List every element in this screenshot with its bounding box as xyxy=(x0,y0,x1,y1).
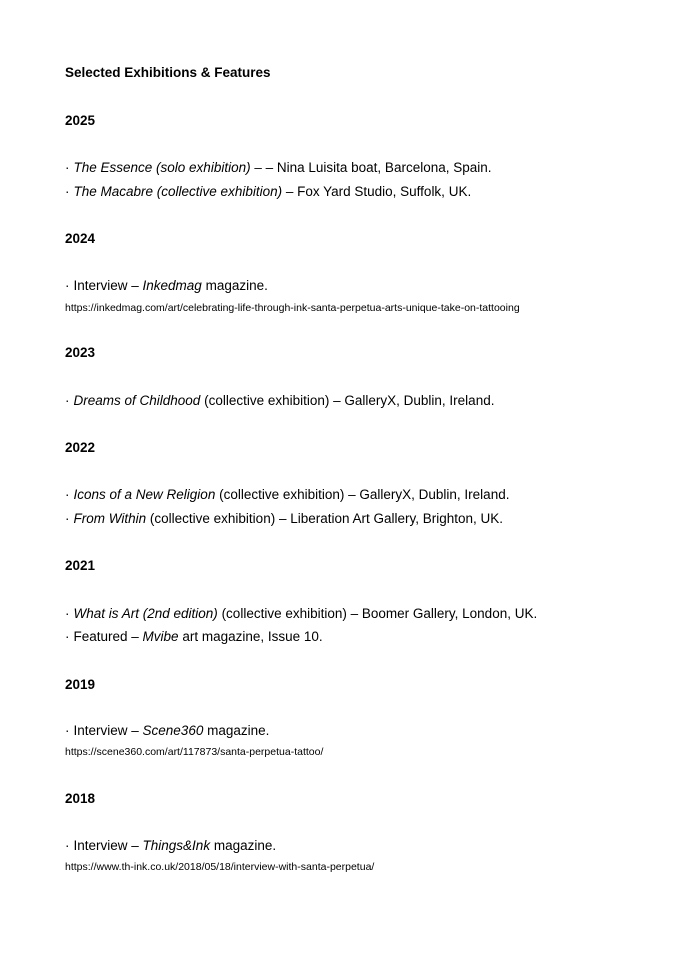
list-item xyxy=(65,184,471,199)
entry-prefix: Featured – xyxy=(73,629,143,644)
entry-detail: (collective exhibition) – Boomer Gallery, London, UK. xyxy=(217,606,538,621)
article-url[interactable]: https://inkedmag.com/art/celebrating-life-through-ink-santa-perpetua-arts-unique-take-on-tattooing xyxy=(65,302,520,314)
list-item xyxy=(65,487,509,502)
entry-prefix: Interview – xyxy=(73,838,143,853)
entry-detail: (collective exhibition) – GalleryX, Dublin, Ireland. xyxy=(215,487,510,502)
year-heading-2021: 2021 xyxy=(65,558,96,573)
bullet: · xyxy=(65,606,70,621)
bullet: · xyxy=(65,511,70,526)
bullet: · xyxy=(65,487,70,502)
entry-title: From Within xyxy=(73,511,147,526)
list-item xyxy=(65,723,269,738)
article-url[interactable]: https://scene360.com/art/117873/santa-perpetua-tattoo/ xyxy=(65,746,324,758)
bullet: · xyxy=(65,629,70,644)
entry-title: Scene360 xyxy=(142,723,204,738)
entry-title: Icons of a New Religion xyxy=(73,487,216,502)
entry-detail: magazine. xyxy=(203,723,270,738)
list-item xyxy=(65,160,492,175)
entry-title: Inkedmag xyxy=(142,278,202,293)
year-heading-2022: 2022 xyxy=(65,440,96,455)
bullet: · xyxy=(65,393,70,408)
list-item xyxy=(65,278,268,293)
year-heading-2023: 2023 xyxy=(65,345,96,360)
entry-title: Things&Ink xyxy=(142,838,211,853)
entry-title: What is Art (2nd edition) xyxy=(73,606,218,621)
bullet: · xyxy=(65,838,70,853)
year-heading-2018: 2018 xyxy=(65,791,96,806)
entry-detail: – Fox Yard Studio, Suffolk, UK. xyxy=(282,184,472,199)
list-item xyxy=(65,629,323,644)
bullet: · xyxy=(65,723,70,738)
entry-detail: magazine. xyxy=(201,278,268,293)
list-item xyxy=(65,393,494,408)
entry-title: The Essence (solo exhibition) – xyxy=(73,160,262,175)
entry-detail: magazine. xyxy=(210,838,277,853)
year-heading-2019: 2019 xyxy=(65,677,96,692)
entry-prefix: Interview – xyxy=(73,723,143,738)
bullet: · xyxy=(65,278,70,293)
entry-detail: (collective exhibition) – GalleryX, Dublin, Ireland. xyxy=(200,393,495,408)
bullet: · xyxy=(65,160,70,175)
entry-detail: – Nina Luisita boat, Barcelona, Spain. xyxy=(261,160,492,175)
entry-detail: (collective exhibition) – Liberation Art Gallery, Brighton, UK. xyxy=(146,511,504,526)
entry-detail: art magazine, Issue 10. xyxy=(178,629,323,644)
year-heading-2024: 2024 xyxy=(65,231,96,246)
list-item xyxy=(65,511,503,526)
list-item xyxy=(65,606,537,621)
entry-title: Dreams of Childhood xyxy=(73,393,201,408)
article-url[interactable]: https://www.th-ink.co.uk/2018/05/18/interview-with-santa-perpetua/ xyxy=(65,861,375,873)
list-item xyxy=(65,838,276,853)
entry-title: Mvibe xyxy=(142,629,179,644)
entry-prefix: Interview – xyxy=(73,278,143,293)
bullet: · xyxy=(65,184,70,199)
year-heading-2025: 2025 xyxy=(65,113,96,128)
entry-title: The Macabre (collective exhibition) xyxy=(73,184,283,199)
page-title: Selected Exhibitions & Features xyxy=(65,65,271,80)
